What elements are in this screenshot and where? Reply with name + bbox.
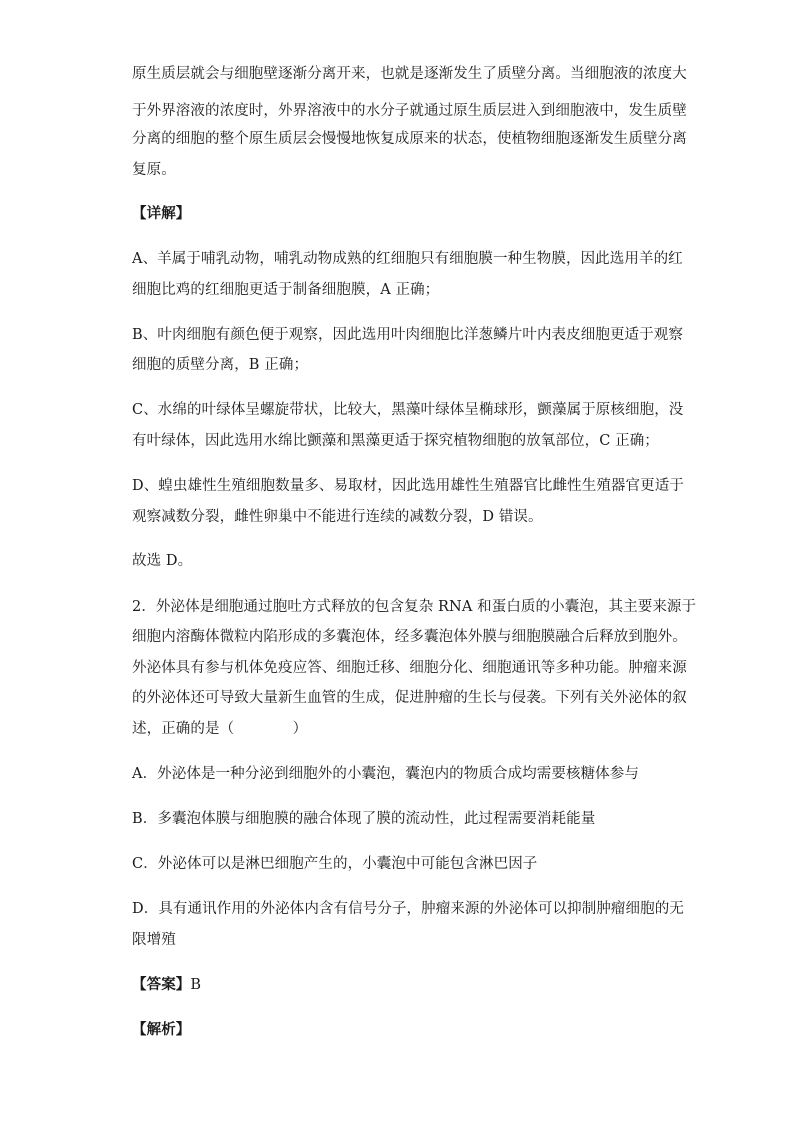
passage-line: 于外界溶液的浓度时，外界溶液中的水分子就通过原生质层进入到细胞液中，发生质壁 — [132, 103, 687, 119]
option-c: C．外泌体可以是淋巴细胞产生的，小囊泡中可能包含淋巴因子 — [132, 856, 538, 872]
analysis-heading: 【解析】 — [132, 1021, 191, 1038]
passage-line: 分离的细胞的整个原生质层会慢慢地恢复成原来的状态，使植物细胞逐渐发生质壁分离 — [132, 131, 687, 147]
option-b: B．多囊泡体膜与细胞膜的融合体现了膜的流动性，此过程需要消耗能量 — [132, 811, 596, 827]
explanation-line: C、水绵的叶绿体呈螺旋带状，比较大，黑藻叶绿体呈椭球形，颤藻属于原核细胞，没 — [132, 402, 684, 418]
question-stem-line: 外泌体具有参与机体免疫应答、细胞迁移、细胞分化、细胞通讯等多种功能。肿瘤来源 — [132, 660, 687, 676]
question-stem-line: 细胞内溶酶体微粒内陷形成的多囊泡体，经多囊泡体外膜与细胞膜融合后释放到胞外。 — [132, 629, 687, 645]
option-d-continued: 限增殖 — [132, 932, 176, 948]
explanation-line: 细胞比鸡的红细胞更适于制备细胞膜，A 正确； — [132, 282, 440, 298]
explanation-line: D、蝗虫雄性生殖细胞数量多、易取材，因此选用雄性生殖器官比雌性生殖器官更适于 — [132, 478, 684, 494]
explanation-line: 细胞的质壁分离，B 正确； — [132, 357, 309, 373]
question-stem-line: 的外泌体还可导致大量新生血管的生成，促进肿瘤的生长与侵袭。下列有关外泌体的叙 — [132, 690, 687, 706]
option-a: A．外泌体是一种分泌到细胞外的小囊泡，囊泡内的物质合成均需要核糖体参与 — [132, 766, 639, 782]
explanation-line: 观察减数分裂，雌性卵巢中不能进行连续的减数分裂，D 错误。 — [132, 509, 543, 525]
answer-value: B — [190, 977, 202, 993]
question-stem-line: 2．外泌体是细胞通过胞吐方式释放的包含复杂 RNA 和蛋白质的小囊泡，其主要来源于 — [132, 599, 697, 615]
explanation-line: 有叶绿体，因此选用水绵比颤藻和黑藻更适于探究植物细胞的放氧部位，C 正确； — [132, 433, 659, 449]
answer-label: 【答案】 — [132, 976, 191, 993]
explanation-line: A、羊属于哺乳动物，哺乳动物成熟的红细胞只有细胞膜一种生物膜，因此选用羊的红 — [132, 251, 683, 267]
passage-line: 原生质层就会与细胞壁逐渐分离开来，也就是逐渐发生了质壁分离。当细胞液的浓度大 — [132, 66, 687, 82]
passage-line: 复原。 — [132, 162, 176, 178]
option-d: D．具有通讯作用的外泌体内含有信号分子，肿瘤来源的外泌体可以抑制肿瘤细胞的无 — [132, 901, 684, 917]
detail-heading: 【详解】 — [132, 205, 191, 222]
conclusion-text: 故选 D。 — [132, 553, 193, 569]
explanation-line: B、叶肉细胞有颜色便于观察，因此选用叶肉细胞比洋葱鳞片叶内表皮细胞更适于观察 — [132, 327, 683, 343]
question-stem-line: 述，正确的是（ ） — [132, 721, 308, 737]
answer-line — [132, 975, 201, 995]
